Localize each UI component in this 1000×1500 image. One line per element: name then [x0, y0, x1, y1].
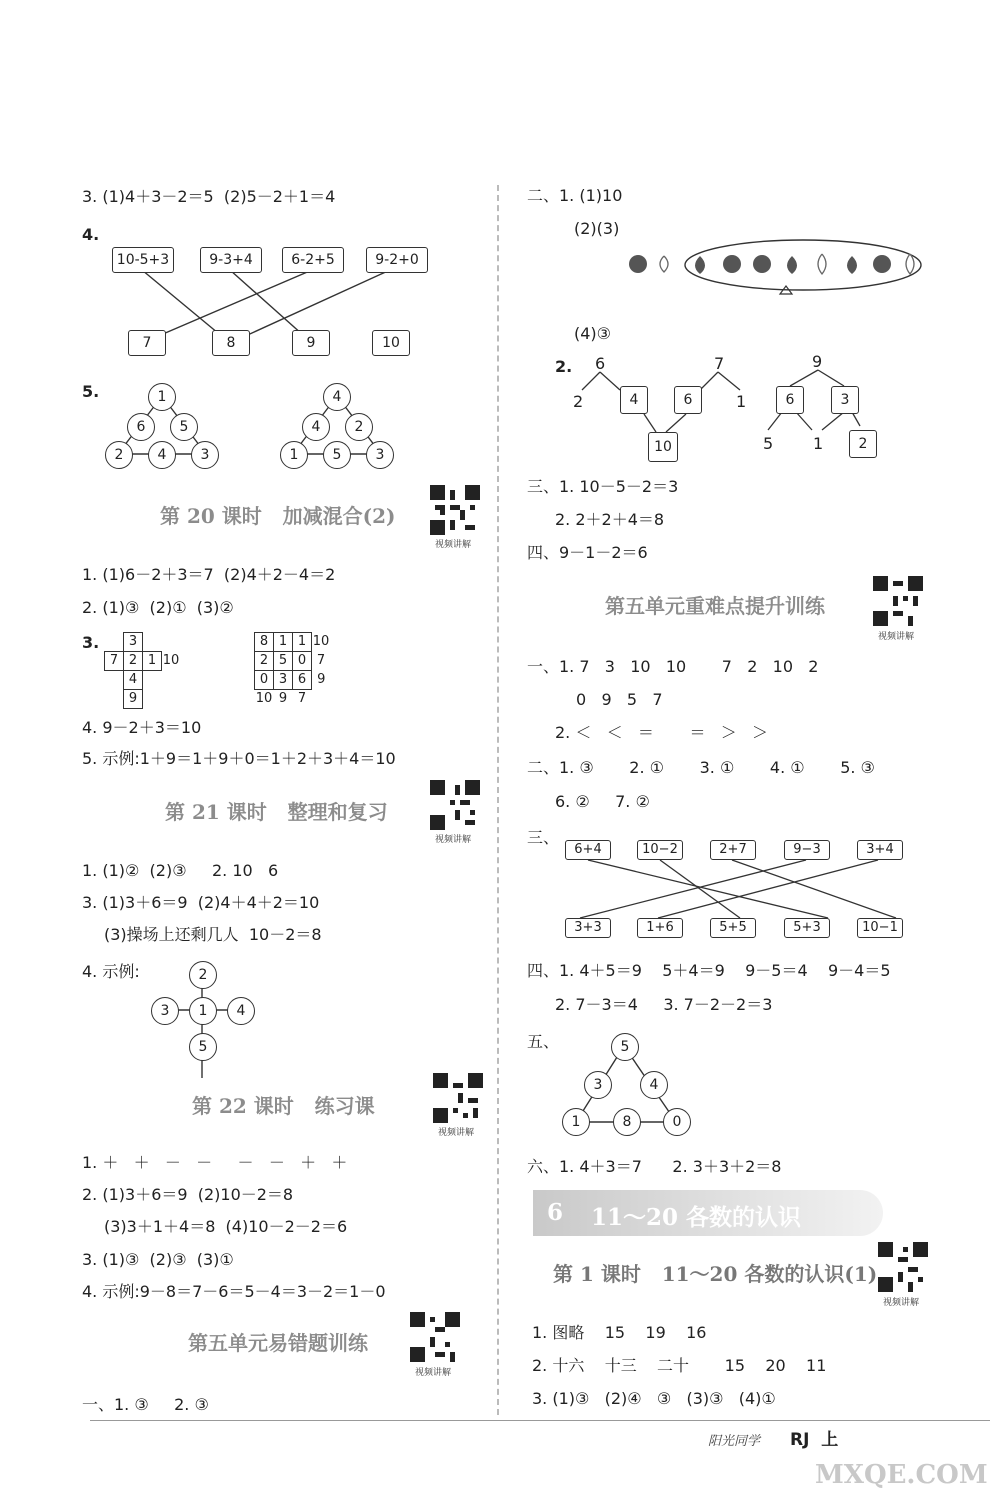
- tri2-right: 2: [345, 413, 373, 441]
- qr-caption: 视频讲解: [438, 1128, 475, 1138]
- q2-number: 2.: [555, 357, 573, 376]
- cross-top: 2: [189, 961, 217, 989]
- match-bottom-2: 8: [212, 330, 250, 356]
- tri1-bl: 2: [105, 441, 133, 469]
- tri2-bl: 1: [280, 441, 308, 469]
- answer-r11: 二、1. ③ 2. ① 3. ① 4. ① 5. ③: [527, 758, 875, 777]
- cross-right: 4: [227, 997, 255, 1025]
- qr-code-icon[interactable]: [433, 1073, 483, 1123]
- qr-code-icon[interactable]: [410, 1312, 460, 1362]
- answer-22-2: 2. (1)3＋6＝9 (2)10－2＝8: [82, 1185, 294, 1204]
- number-grid-1: 3 7 2 1 10 4 9: [104, 632, 181, 709]
- tree2-top: 7: [714, 354, 725, 373]
- match-top-4: 9-2+0: [366, 247, 428, 273]
- answer-22-1: 1. ＋ ＋ － － － － ＋ ＋: [82, 1153, 348, 1172]
- answer-r10: 2. ＜ ＜ ＝ ＝ ＞ ＞: [555, 723, 768, 742]
- answer-21-4: 4. 示例:: [82, 962, 140, 981]
- match-top-2: 9-3+4: [200, 247, 262, 273]
- answer-r19: 2. 十六 十三 二十 15 20 11: [532, 1356, 827, 1375]
- answer-r13: 三、: [527, 828, 560, 847]
- qr-caption: 视频讲解: [415, 1368, 452, 1378]
- lesson-21-heading: 第 21 课时 整理和复习: [165, 800, 388, 824]
- tree3-box-left: 6: [776, 386, 804, 414]
- tree3-bl: 5: [763, 434, 774, 453]
- unit5-error-heading: 第五单元易错题训练: [188, 1331, 368, 1355]
- tree3-bm: 1: [813, 434, 824, 453]
- answer-20-5: 5. 示例:1＋9＝1＋9＋0＝1＋2＋3＋4＝10: [82, 749, 396, 768]
- answer-r9: 0 9 5 7: [576, 690, 663, 709]
- fruit-row-illustration: [620, 238, 930, 298]
- tree-sum-box: 10: [648, 432, 678, 462]
- lesson-20-heading: 第 20 课时 加减混合(2): [160, 504, 396, 528]
- answer-r1: 二、1. (1)10: [527, 186, 623, 205]
- tri2-top: 4: [323, 383, 351, 411]
- qr-code-icon[interactable]: [430, 780, 480, 830]
- answer-r6: 2. 2＋2＋4＝8: [555, 510, 665, 529]
- qr-code-icon[interactable]: [878, 1242, 928, 1292]
- match-top-3: 6-2+5: [282, 247, 344, 273]
- number-grid-2: 8 1 1 10 2 5 0 7 0 3 6 9 10 9 7: [255, 634, 330, 706]
- cross-bottom: 5: [189, 1033, 217, 1061]
- m2-bottom-3: 5+5: [710, 918, 756, 938]
- tri3-bm: 8: [613, 1108, 641, 1136]
- brand-logo: 阳光同学: [708, 1434, 761, 1449]
- chapter-title: 11～20 各数的认识: [591, 1204, 802, 1231]
- answer-r7: 四、9－1－2＝6: [527, 543, 648, 562]
- tri2-bm: 5: [323, 441, 351, 469]
- tri2-br: 3: [366, 441, 394, 469]
- answer-22-3: (3)3＋1＋4＝8 (4)10－2－2＝6: [104, 1217, 348, 1236]
- m2-top-5: 3+4: [857, 840, 903, 860]
- lesson-1-heading: 第 1 课时 11～20 各数的认识(1): [553, 1262, 878, 1286]
- tree1-left: 2: [573, 392, 584, 411]
- edition-code: RJ 上: [790, 1430, 839, 1450]
- tri3-left: 3: [584, 1071, 612, 1099]
- tree3-box-br: 2: [849, 430, 877, 458]
- column-divider: [497, 185, 499, 1415]
- match-bottom-4: 10: [372, 330, 410, 356]
- answer-21-1: 1. (1)② (2)③ 2. 10 6: [82, 861, 279, 880]
- tri1-right: 5: [170, 413, 198, 441]
- answer-r18: 1. 图略 15 19 16: [532, 1323, 707, 1342]
- tri3-right: 4: [640, 1071, 668, 1099]
- m2-top-3: 2+7: [710, 840, 756, 860]
- m2-top-1: 6+4: [565, 840, 611, 860]
- tree2-box: 6: [674, 386, 702, 414]
- answer-r20: 3. (1)③ (2)④ ③ (3)③ (4)①: [532, 1389, 776, 1408]
- tri2-left: 4: [302, 413, 330, 441]
- match-bottom-1: 7: [128, 330, 166, 356]
- m2-top-4: 9−3: [784, 840, 830, 860]
- q4-number: 4.: [82, 225, 100, 244]
- watermark: MXQE.COM: [815, 1460, 988, 1490]
- m2-bottom-2: 1+6: [637, 918, 683, 938]
- answer-20-2: 2. (1)③ (2)① (3)②: [82, 598, 234, 617]
- tree3-box-right: 3: [831, 386, 859, 414]
- answer-5e-1: 一、1. ③ 2. ③: [82, 1395, 209, 1414]
- answer-21-2: 3. (1)3＋6＝9 (2)4＋4＋2＝10: [82, 893, 320, 912]
- tri1-top: 1: [148, 383, 176, 411]
- lesson-22-heading: 第 22 课时 练习课: [192, 1094, 375, 1118]
- answer-r2: (2)(3): [574, 219, 620, 238]
- tri3-br: 0: [663, 1108, 691, 1136]
- chapter-banner: [533, 1190, 883, 1236]
- tri1-br: 3: [191, 441, 219, 469]
- qr-caption: 视频讲解: [878, 632, 915, 642]
- answer-20-4: 4. 9－2＋3＝10: [82, 718, 202, 737]
- answer-21-3: (3)操场上还剩几人 10－2＝8: [104, 925, 322, 944]
- tree2-right: 1: [736, 392, 747, 411]
- q5-number: 5.: [82, 382, 100, 401]
- cross-center: 1: [189, 997, 217, 1025]
- tree3-top: 9: [812, 352, 823, 371]
- unit5-key-heading: 第五单元重难点提升训练: [605, 594, 825, 618]
- match-bottom-3: 9: [292, 330, 330, 356]
- m2-bottom-1: 3+3: [565, 918, 611, 938]
- qr-code-icon[interactable]: [430, 485, 480, 535]
- tri1-bm: 4: [148, 441, 176, 469]
- answer-20-3: 3.: [82, 633, 100, 652]
- answer-l3: 3. (1)4＋3－2＝5 (2)5－2＋1＝4: [82, 187, 336, 206]
- qr-caption: 视频讲解: [435, 540, 472, 550]
- answer-r17: 六、1. 4＋3＝7 2. 3＋3＋2＝8: [527, 1157, 782, 1176]
- qr-caption: 视频讲解: [883, 1298, 920, 1308]
- m2-bottom-5: 10−1: [857, 918, 903, 938]
- answer-r3: (4)③: [574, 324, 612, 343]
- answer-r16: 五、: [527, 1032, 560, 1051]
- m2-top-2: 10−2: [637, 840, 683, 860]
- chapter-number: 6: [547, 1199, 564, 1226]
- tree1-box: 4: [620, 386, 648, 414]
- answer-22-5: 4. 示例:9－8＝7－6＝5－4＝3－2＝1－0: [82, 1282, 386, 1301]
- answer-r8: 一、1. 7 3 10 10 7 2 10 2: [527, 657, 819, 676]
- qr-caption: 视频讲解: [435, 835, 472, 845]
- answer-22-4: 3. (1)③ (2)③ (3)①: [82, 1250, 234, 1269]
- tri1-left: 6: [127, 413, 155, 441]
- footer-rule: [90, 1420, 990, 1421]
- answer-r14: 四、1. 4＋5＝9 5＋4＝9 9－5＝4 9－4＝5: [527, 961, 891, 980]
- answer-r15: 2. 7－3＝4 3. 7－2－2＝3: [555, 995, 773, 1014]
- answer-20-1: 1. (1)6－2＋3＝7 (2)4＋2－4＝2: [82, 565, 336, 584]
- m2-bottom-4: 5+3: [784, 918, 830, 938]
- cross-left: 3: [151, 997, 179, 1025]
- tri3-bl: 1: [562, 1108, 590, 1136]
- qr-code-icon[interactable]: [873, 576, 923, 626]
- tri3-top: 5: [611, 1033, 639, 1061]
- answer-r12: 6. ② 7. ②: [555, 792, 650, 811]
- match-top-1: 10-5+3: [112, 247, 174, 273]
- tree1-top: 6: [595, 354, 606, 373]
- answer-r5: 三、1. 10－5－2＝3: [527, 477, 679, 496]
